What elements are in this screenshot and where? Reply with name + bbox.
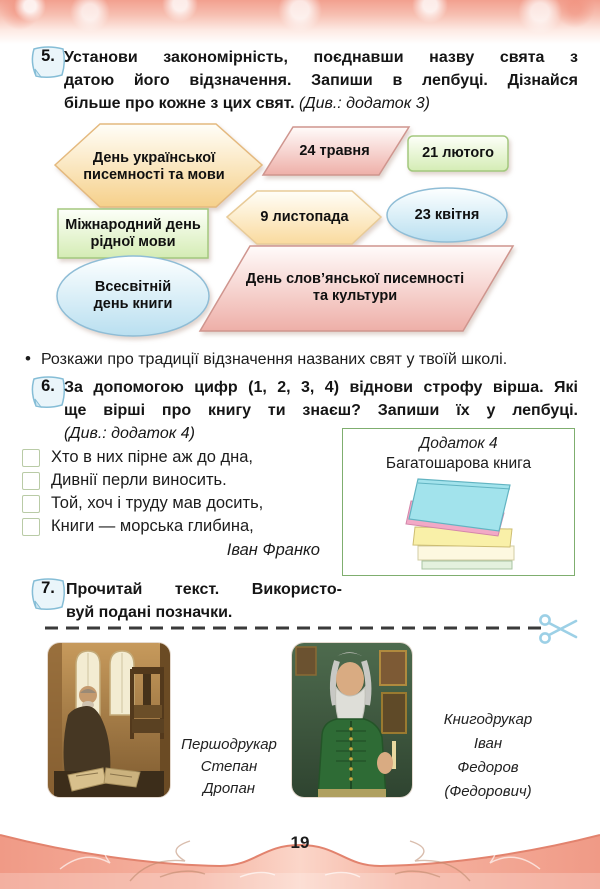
date-may-24: 24 травня	[299, 142, 370, 159]
poem-author: Іван Франко	[226, 541, 320, 559]
holiday-world-book-day: Всесвітній день книги	[93, 279, 173, 312]
dashed-line	[45, 626, 545, 630]
poem-line: Книги — морська глибина,	[22, 515, 334, 538]
portrait-ivan-fedorov	[292, 643, 412, 797]
poem-checkbox[interactable]	[22, 518, 40, 536]
poem-line: Хто в них пірне аж до дна,	[22, 446, 334, 469]
poem-checkbox[interactable]	[22, 472, 40, 490]
cut-here-line	[45, 612, 580, 646]
caption-ivan-fedorov: Книгодрукар Іван Федоров (Федорович)	[443, 711, 533, 800]
bottom-ornament-band	[0, 819, 600, 889]
task7-number: 7.	[41, 579, 55, 597]
task6-marker	[28, 374, 68, 412]
task7-marker	[28, 576, 68, 614]
date-apr-23: 23 квітня	[414, 206, 480, 223]
date-nov-9: 9 листопада	[260, 208, 349, 225]
task5-text: Установи закономірність, поєднавши назву свята з датою його відзначення. Запиши в лепбуці. Дізнайся більше про кожне з цих свят. (Див.: додаток 3)	[64, 49, 578, 112]
task6-text: За допомогою цифр (1, 2, 3, 4) віднови строфу вірша. Які ще вірші про книгу ти знаєш? Запиши їх у лепбуці. (Див.: додаток 4)	[64, 379, 578, 442]
task5-marker	[28, 44, 68, 82]
task6-number: 6.	[41, 377, 55, 395]
appendix-subtitle: Багатошарова книга	[385, 455, 532, 472]
poem-checkbox[interactable]	[22, 495, 40, 513]
printer-portrait-painting	[292, 643, 412, 797]
poem-checkbox[interactable]	[22, 449, 40, 467]
task6-reference-note: (Див.: додаток 4)	[64, 425, 195, 442]
holiday-slavic-writing-day: День слов’янської писемності та культури	[245, 271, 465, 304]
printing-workshop-painting	[48, 643, 170, 797]
holiday-mother-language-day: Міжнародний день рідної мови	[65, 217, 201, 250]
poem-block	[22, 446, 334, 562]
caption-stepan-dropan: Першодрукар Степан Дропан	[181, 736, 277, 797]
holiday-ukr-writing-day: День української писемності та мови	[83, 150, 225, 183]
scissors-icon	[538, 613, 580, 645]
page-number: 19	[290, 833, 310, 852]
task5-reference-note: (Див.: додаток 3)	[298, 95, 430, 112]
poem-line: Дивнії перли виносить.	[22, 469, 334, 492]
bullet-item: • Розкажи про традиції відзначення названих свят у твоїй школі.	[25, 349, 581, 370]
portrait-stepan-dropan	[48, 643, 170, 797]
date-feb-21: 21 лютого	[422, 145, 494, 161]
layered-book-illustration	[384, 475, 534, 573]
poem-line: Той, хоч і труду мав досить,	[22, 492, 334, 515]
task7-text: Прочитай текст. Використо- вуй подані позначки.	[66, 581, 342, 621]
task5-number: 5.	[41, 47, 55, 65]
appendix-title: Додаток 4	[419, 435, 498, 452]
holiday-matching-diagram	[0, 118, 600, 346]
top-ornament-band	[0, 0, 600, 44]
appendix-4-box	[342, 428, 575, 576]
